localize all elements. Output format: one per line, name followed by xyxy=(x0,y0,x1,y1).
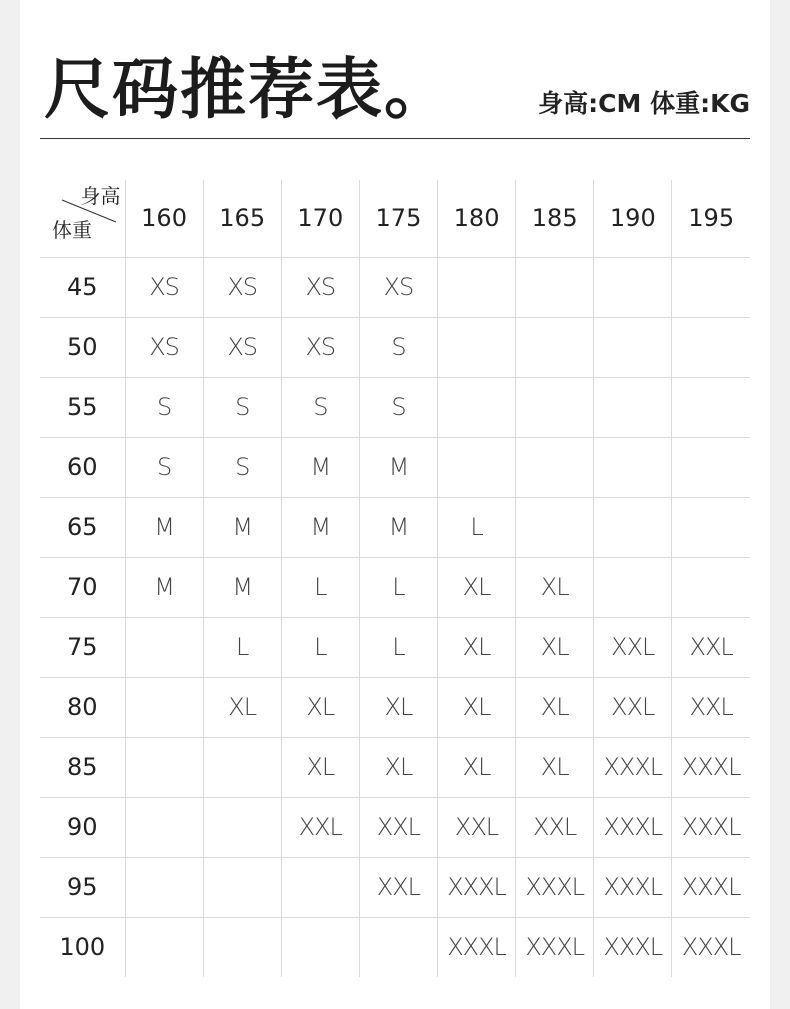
size-cell xyxy=(516,377,594,437)
size-cell: XXXL xyxy=(594,797,672,857)
size-cell: XL xyxy=(438,617,516,677)
size-cell xyxy=(359,917,437,977)
size-cell: S xyxy=(125,437,203,497)
height-header: 190 xyxy=(594,180,672,257)
height-header: 185 xyxy=(516,180,594,257)
table-row xyxy=(40,257,750,317)
size-cell xyxy=(125,797,203,857)
size-cell: XL xyxy=(438,737,516,797)
size-cell xyxy=(203,857,281,917)
size-cell xyxy=(438,377,516,437)
size-cell xyxy=(281,917,359,977)
size-cell: S xyxy=(125,377,203,437)
size-cell: XL xyxy=(359,677,437,737)
size-cell xyxy=(438,257,516,317)
size-cell: M xyxy=(203,497,281,557)
size-cell xyxy=(594,557,672,617)
table-row xyxy=(40,437,750,497)
height-header: 180 xyxy=(438,180,516,257)
size-cell xyxy=(438,317,516,377)
size-table xyxy=(40,180,750,977)
size-cell: XXXL xyxy=(438,917,516,977)
weight-label: 50 xyxy=(66,333,98,361)
size-cell: M xyxy=(281,437,359,497)
height-header: 195 xyxy=(672,180,750,257)
size-cell: XXL xyxy=(516,797,594,857)
size-cell: L xyxy=(281,617,359,677)
size-cell: XXL xyxy=(594,617,672,677)
weight-label: 90 xyxy=(66,813,98,841)
size-cell xyxy=(672,437,750,497)
size-cell: XXL xyxy=(359,857,437,917)
weight-label: 70 xyxy=(66,573,98,601)
size-cell xyxy=(594,377,672,437)
size-cell xyxy=(125,737,203,797)
weight-label: 65 xyxy=(66,513,98,541)
size-cell: XXL xyxy=(359,797,437,857)
size-cell xyxy=(281,857,359,917)
height-header: 175 xyxy=(359,180,437,257)
size-cell: XS xyxy=(203,257,281,317)
title-divider xyxy=(40,138,750,139)
size-cell xyxy=(125,617,203,677)
size-cell: XL xyxy=(516,557,594,617)
size-cell: XL xyxy=(203,677,281,737)
size-cell xyxy=(125,917,203,977)
size-cell: XXL xyxy=(281,797,359,857)
size-cell xyxy=(594,257,672,317)
corner-cell xyxy=(40,180,125,257)
size-cell: XXXL xyxy=(594,917,672,977)
table-row xyxy=(40,497,750,557)
size-cell xyxy=(125,857,203,917)
size-cell: XL xyxy=(438,557,516,617)
weight-label: 95 xyxy=(66,873,98,901)
size-cell: S xyxy=(203,377,281,437)
size-cell xyxy=(438,437,516,497)
size-cell: XS xyxy=(125,317,203,377)
size-cell: XXXL xyxy=(672,737,750,797)
size-chart-sheet xyxy=(20,0,770,1009)
corner-weight-label: 体重 xyxy=(52,217,92,242)
weight-label: 75 xyxy=(66,633,98,661)
size-cell: XXXL xyxy=(672,797,750,857)
size-cell: XXXL xyxy=(516,857,594,917)
size-cell: XL xyxy=(516,677,594,737)
size-cell xyxy=(672,317,750,377)
size-cell: M xyxy=(359,497,437,557)
table-row xyxy=(40,857,750,917)
size-cell: XS xyxy=(281,317,359,377)
size-cell: S xyxy=(281,377,359,437)
size-cell: XXL xyxy=(672,617,750,677)
size-cell: XL xyxy=(438,677,516,737)
size-cell: XXXL xyxy=(672,857,750,917)
size-cell: S xyxy=(359,317,437,377)
size-cell xyxy=(203,737,281,797)
table-row xyxy=(40,677,750,737)
table-row xyxy=(40,317,750,377)
table-row xyxy=(40,617,750,677)
size-cell: XXL xyxy=(672,677,750,737)
size-cell xyxy=(516,317,594,377)
size-cell: XL xyxy=(516,617,594,677)
height-header: 170 xyxy=(281,180,359,257)
size-cell: XL xyxy=(281,677,359,737)
size-cell: S xyxy=(203,437,281,497)
size-cell: L xyxy=(359,617,437,677)
size-cell xyxy=(516,257,594,317)
size-cell: XS xyxy=(125,257,203,317)
weight-label: 60 xyxy=(66,453,98,481)
size-cell: M xyxy=(281,497,359,557)
size-cell xyxy=(672,557,750,617)
size-cell: XS xyxy=(203,317,281,377)
size-cell xyxy=(203,797,281,857)
table-row xyxy=(40,557,750,617)
size-cell: M xyxy=(125,557,203,617)
size-cell: XS xyxy=(359,257,437,317)
size-cell: XXXL xyxy=(594,857,672,917)
weight-label: 100 xyxy=(59,933,106,962)
table-row xyxy=(40,797,750,857)
size-cell: M xyxy=(203,557,281,617)
height-header: 160 xyxy=(125,180,203,257)
size-cell: L xyxy=(281,557,359,617)
size-cell: XXXL xyxy=(594,737,672,797)
size-cell: XXXL xyxy=(438,857,516,917)
weight-label: 85 xyxy=(66,753,98,781)
size-cell: XL xyxy=(281,737,359,797)
size-cell: S xyxy=(359,377,437,437)
corner-height-label: 身高 xyxy=(80,184,121,208)
size-cell: XXXL xyxy=(672,917,750,977)
weight-label: 80 xyxy=(66,693,98,721)
size-cell xyxy=(672,377,750,437)
size-cell xyxy=(594,497,672,557)
size-cell xyxy=(516,437,594,497)
size-cell xyxy=(594,317,672,377)
size-cell: XL xyxy=(516,737,594,797)
size-cell: L xyxy=(359,557,437,617)
size-cell: XXXL xyxy=(516,917,594,977)
size-cell: XS xyxy=(281,257,359,317)
size-cell: XL xyxy=(359,737,437,797)
size-cell: XXL xyxy=(594,677,672,737)
size-cell: L xyxy=(203,617,281,677)
weight-label: 45 xyxy=(66,273,98,301)
size-cell xyxy=(594,437,672,497)
size-cell xyxy=(516,497,594,557)
size-cell: M xyxy=(125,497,203,557)
unit-label: 身高:CM 体重:KG xyxy=(538,89,750,118)
table-row xyxy=(40,377,750,437)
size-cell xyxy=(672,257,750,317)
size-cell xyxy=(203,917,281,977)
size-cell: M xyxy=(359,437,437,497)
size-cell xyxy=(672,497,750,557)
page-title: 尺码推荐表。 xyxy=(44,51,452,128)
height-header: 165 xyxy=(203,180,281,257)
size-cell: L xyxy=(438,497,516,557)
header-row xyxy=(40,180,750,257)
size-cell xyxy=(125,677,203,737)
table-row xyxy=(40,917,750,977)
weight-label: 55 xyxy=(66,393,98,421)
size-cell: XXL xyxy=(438,797,516,857)
table-row xyxy=(40,737,750,797)
